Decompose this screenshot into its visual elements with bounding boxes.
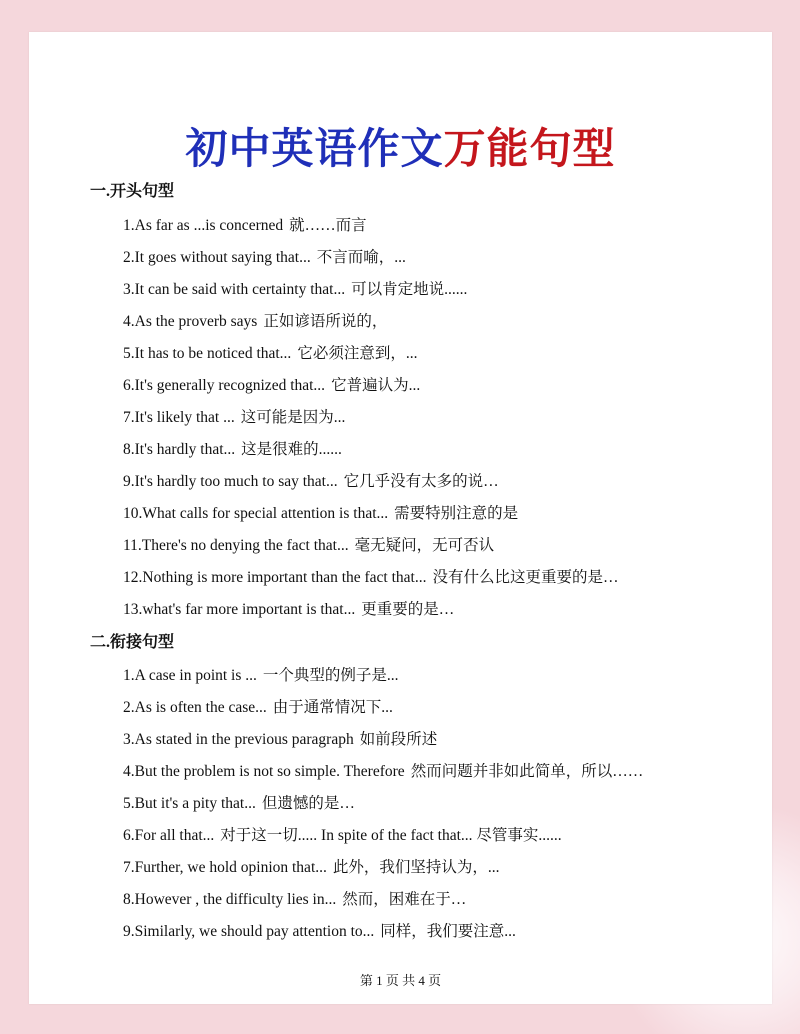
list-item bbox=[123, 602, 454, 618]
chinese-meaning: 需要特别注意的是 bbox=[394, 505, 519, 522]
section-heading-opening: 一.开头句型 bbox=[90, 183, 175, 200]
english-phrase: 13.what's far more important is that... bbox=[123, 601, 356, 618]
list-item bbox=[123, 700, 393, 716]
list-item bbox=[123, 764, 643, 780]
english-phrase: 3.As stated in the previous paragraph bbox=[123, 731, 354, 748]
chinese-meaning: 然而问题并非如此简单，所以…… bbox=[410, 763, 644, 780]
chinese-meaning: 然而，困难在于… bbox=[342, 891, 467, 908]
chinese-meaning: 此外，我们坚持认为，... bbox=[332, 859, 500, 876]
english-phrase: 8.However , the difficulty lies in... bbox=[123, 891, 337, 908]
list-item bbox=[123, 442, 342, 458]
english-phrase: 7.It's likely that ... bbox=[123, 409, 235, 426]
page-title bbox=[29, 124, 772, 173]
english-phrase: 2.As is often the case... bbox=[123, 699, 267, 716]
document-page bbox=[29, 32, 772, 1004]
english-phrase: 4.But the problem is not so simple. Therefore bbox=[123, 763, 405, 780]
english-phrase: 12.Nothing is more important than the fact that... bbox=[123, 569, 427, 586]
english-phrase: 2.It goes without saying that... bbox=[123, 249, 311, 266]
chinese-meaning: 更重要的是… bbox=[361, 601, 455, 618]
english-phrase: 5.But it's a pity that... bbox=[123, 795, 256, 812]
english-phrase: 1.A case in point is ... bbox=[123, 667, 257, 684]
list-item bbox=[123, 378, 420, 394]
list-item bbox=[123, 506, 518, 522]
english-phrase: 7.Further, we hold opinion that... bbox=[123, 859, 327, 876]
chinese-meaning: 对于这一切..... In spite of the fact that... 尽管事实...... bbox=[220, 827, 562, 844]
chinese-meaning: 就……而言 bbox=[289, 217, 367, 234]
english-phrase: 3.It can be said with certainty that... bbox=[123, 281, 346, 298]
english-phrase: 6.It's generally recognized that... bbox=[123, 377, 326, 394]
list-item bbox=[123, 570, 619, 586]
english-phrase: 8.It's hardly that... bbox=[123, 441, 236, 458]
chinese-meaning: 这可能是因为... bbox=[240, 409, 346, 426]
list-item bbox=[123, 732, 437, 748]
list-item bbox=[123, 282, 467, 298]
chinese-meaning: 没有什么比这更重要的是… bbox=[432, 569, 619, 586]
chinese-meaning: 毫无疑问，无可否认 bbox=[354, 537, 495, 554]
chinese-meaning: 不言而喻，... bbox=[316, 249, 406, 266]
title-part-red: 万能句型 bbox=[443, 124, 616, 173]
list-item bbox=[123, 828, 562, 844]
list-item bbox=[123, 796, 355, 812]
list-item bbox=[123, 410, 345, 426]
list-item bbox=[123, 218, 367, 234]
list-item bbox=[123, 250, 406, 266]
english-phrase: 5.It has to be noticed that... bbox=[123, 345, 292, 362]
chinese-meaning: 它必须注意到，... bbox=[297, 345, 418, 362]
english-phrase: 11.There's no denying the fact that... bbox=[123, 537, 349, 554]
english-phrase: 1.As far as ...is concerned bbox=[123, 217, 284, 234]
list-item bbox=[123, 668, 399, 684]
chinese-meaning: 这是很难的...... bbox=[241, 441, 342, 458]
chinese-meaning: 同样，我们要注意... bbox=[380, 923, 516, 940]
chinese-meaning: 它普遍认为... bbox=[331, 377, 421, 394]
english-phrase: 4.As the proverb says bbox=[123, 313, 258, 330]
page-number-footer: 第 1 页 共 4 页 bbox=[359, 973, 442, 988]
list-item bbox=[123, 538, 494, 554]
chinese-meaning: 如前段所述 bbox=[359, 731, 438, 748]
chinese-meaning: 一个典型的例子是... bbox=[262, 667, 399, 684]
list-item bbox=[123, 314, 387, 330]
chinese-meaning: 可以肯定地说...... bbox=[351, 281, 468, 298]
list-item bbox=[123, 860, 500, 876]
english-phrase: 9.It's hardly too much to say that... bbox=[123, 473, 338, 490]
chinese-meaning: 它几乎没有太多的说… bbox=[343, 473, 499, 490]
list-item bbox=[123, 892, 466, 908]
list-item bbox=[123, 346, 417, 362]
english-phrase: 9.Similarly, we should pay attention to... bbox=[123, 923, 375, 940]
chinese-meaning: 正如谚语所说的， bbox=[263, 313, 388, 330]
chinese-meaning: 由于通常情况下... bbox=[272, 699, 393, 716]
section-heading-transition: 二.衔接句型 bbox=[90, 634, 175, 651]
list-item bbox=[123, 924, 516, 940]
english-phrase: 10.What calls for special attention is that... bbox=[123, 505, 389, 522]
title-part-blue: 初中英语作文 bbox=[185, 124, 444, 173]
chinese-meaning: 但遗憾的是… bbox=[261, 795, 355, 812]
list-item bbox=[123, 474, 499, 490]
english-phrase: 6.For all that... bbox=[123, 827, 215, 844]
